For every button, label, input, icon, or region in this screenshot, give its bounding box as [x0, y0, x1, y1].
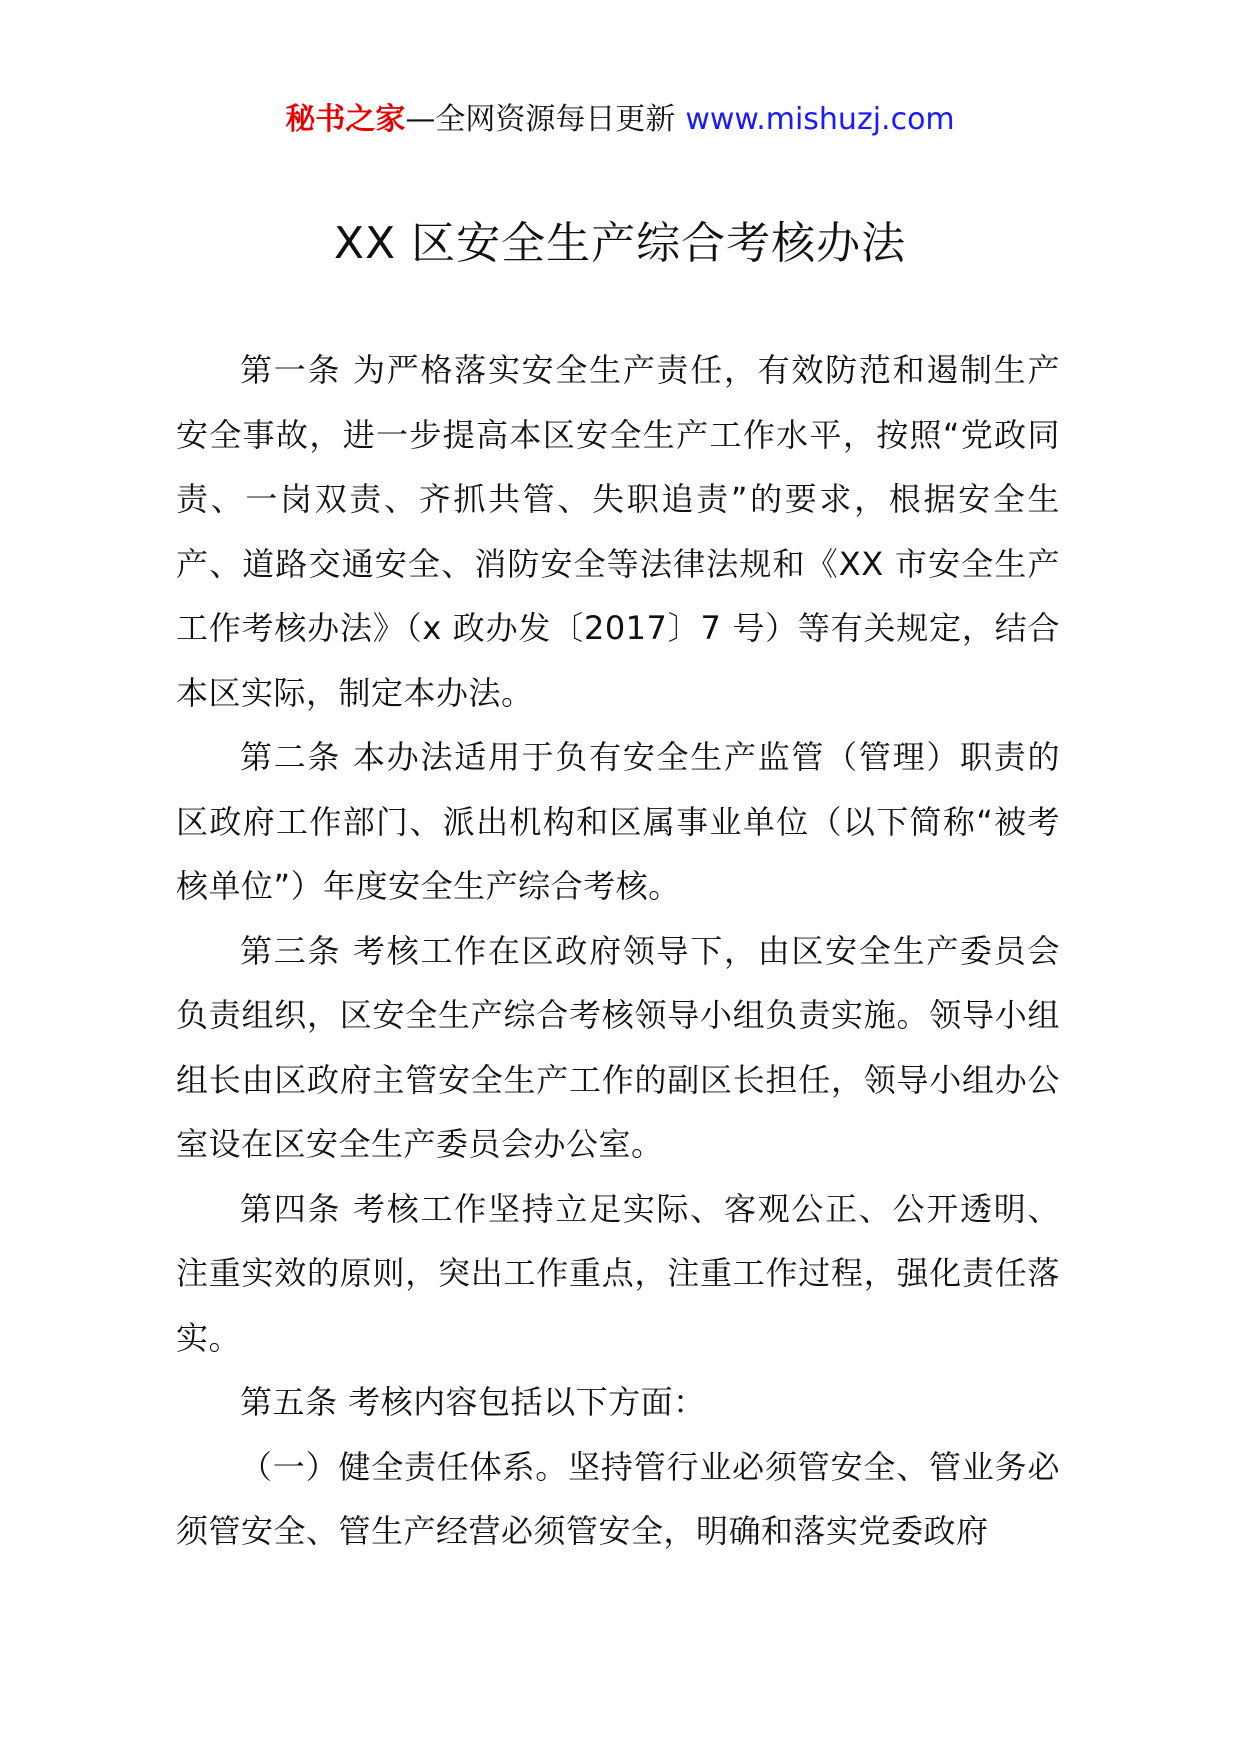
article-5-item-1-paragraph: （一）健全责任体系。坚持管行业必须管安全、管业务必须管安全、管生产经营必须管安全，明确和落实党委政府 [176, 1447, 1060, 1550]
site-url-link[interactable]: www.mishuzj.com [685, 102, 955, 137]
article-2-paragraph: 第二条 本办法适用于负有安全生产监管（管理）职责的区政府工作部门、派出机构和区属事业单位（以下简称“被考核单位”）年度安全生产综合考核。 [176, 738, 1060, 905]
site-tagline: —全网资源每日更新 [405, 102, 676, 137]
article-4-paragraph: 第四条 考核工作坚持立足实际、客观公正、公开透明、注重实效的原则，突出工作重点，注重工作过程，强化责任落实。 [176, 1189, 1060, 1357]
article-3-paragraph: 第三条 考核工作在区政府领导下，由区安全生产委员会负责组织，区安全生产综合考核领导小组负责实施。领导小组组长由区政府主管安全生产工作的副区长担任，领导小组办公室设在区安全生产委员会办公室。 [176, 931, 1060, 1163]
site-header [0, 100, 1240, 140]
article-1-paragraph: 第一条 为严格落实安全生产责任，有效防范和遏制生产安全事故，进一步提高本区安全生产工作水平，按照“党政同责、一岗双责、齐抓共管、失职追责”的要求，根据安全生产、道路交通安全、消防安全等法律法规和《XX 市安全生产工作考核办法》（x 政办发〔2017〕7 号）等有关规定，结合本区实际，制定本办法。 [176, 351, 1060, 712]
article-5-paragraph: 第五条 考核内容包括以下方面： [240, 1383, 706, 1421]
site-brand: 秘书之家 [285, 102, 406, 137]
document-title: XX 区安全生产综合考核办法 [333, 218, 907, 269]
document-body [176, 338, 1060, 1564]
